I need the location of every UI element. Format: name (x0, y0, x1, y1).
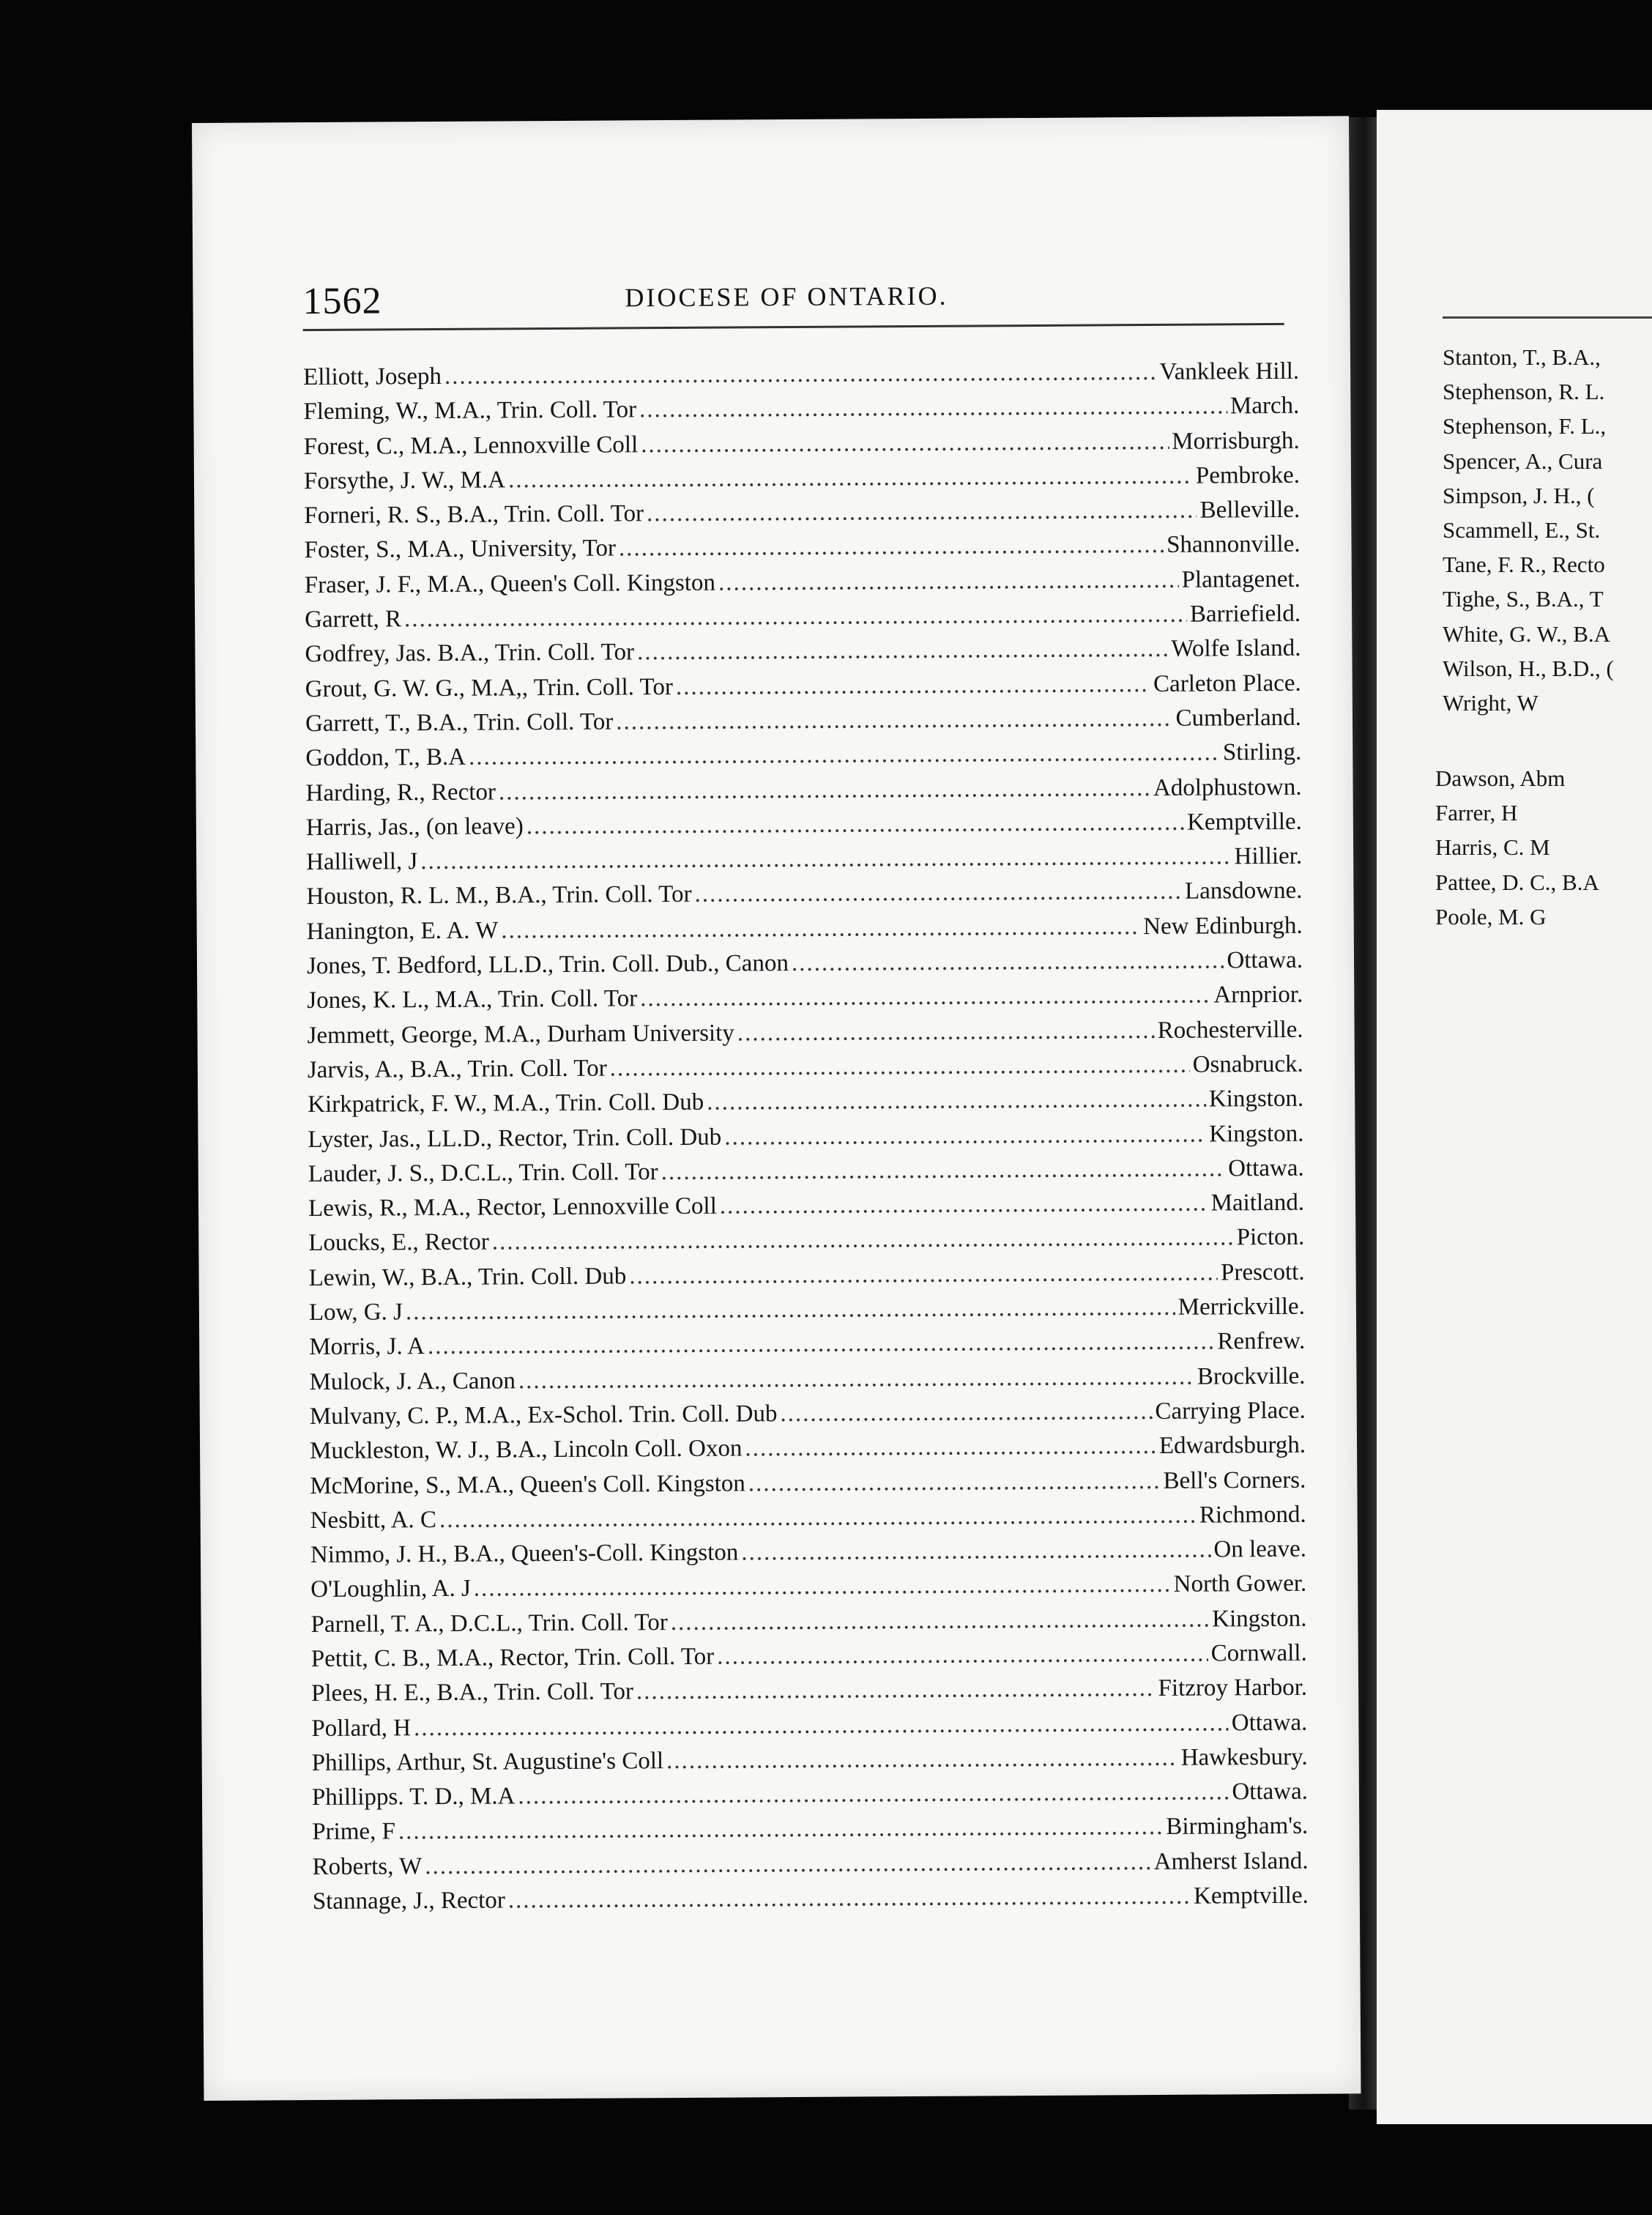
list-item (1435, 869, 1652, 904)
clergy-name: McMorine, S., M.A., Queen's Coll. Kingston (310, 1469, 745, 1499)
clergy-name: Fraser, J. F., M.A., Queen's Coll. Kingston (304, 569, 716, 598)
clergy-name: Muckleston, W. J., B.A., Lincoln Coll. Oxon (309, 1435, 743, 1465)
dot-leader (474, 1571, 1171, 1603)
facing-entry: White, G. W., B.A (1443, 620, 1611, 647)
parish-place: Edwardsburgh. (1158, 1431, 1306, 1460)
clergy-name: Forest, C., M.A., Lennoxville Coll (303, 431, 639, 460)
clergy-name: Harding, R., Rector (305, 779, 496, 806)
parish-place: Kingston. (1208, 1085, 1304, 1113)
list-item (1443, 344, 1652, 379)
parish-place: Barriefield. (1189, 600, 1301, 628)
clergy-name: O'Loughlin, A. J (310, 1576, 471, 1603)
page-number: 1562 (302, 280, 382, 323)
parish-place: Maitland. (1210, 1189, 1305, 1217)
parish-place: Hillier. (1234, 842, 1303, 870)
facing-list-bottom (1435, 765, 1652, 938)
dot-leader (647, 497, 1197, 528)
list-item (303, 358, 1299, 399)
parish-place: Ottawa. (1227, 946, 1303, 974)
dot-leader (748, 1467, 1161, 1496)
facing-entry: Stephenson, R. L. (1443, 379, 1605, 405)
clergy-name: Lauder, J. S., D.C.L., Trin. Coll. Tor (308, 1158, 658, 1187)
list-item (1443, 621, 1652, 656)
parish-place: Hawkesbury. (1180, 1743, 1308, 1771)
clergy-name: Lewis, R., M.A., Rector, Lennoxville Coll (308, 1192, 717, 1222)
dot-leader (492, 1225, 1234, 1256)
dot-leader (499, 775, 1150, 806)
list-item (308, 1051, 1303, 1092)
document-page (192, 116, 1361, 2101)
facing-entry: Wright, W (1443, 689, 1538, 716)
list-item (310, 1536, 1306, 1577)
facing-entry: Stephenson, F. L., (1443, 413, 1607, 439)
facing-entry: Harris, C. M (1435, 834, 1550, 861)
parish-place: Kemptville. (1187, 808, 1302, 836)
list-item (308, 1120, 1303, 1161)
running-title: DIOCESE OF ONTARIO. (625, 281, 948, 313)
clergy-name: Halliwell, J (306, 848, 418, 876)
dot-leader (404, 601, 1187, 634)
clergy-name: Garrett, R (305, 606, 402, 634)
clergy-name: Jarvis, A., B.A., Trin. Coll. Tor (307, 1055, 607, 1083)
dot-leader (518, 1363, 1194, 1395)
list-item (312, 1744, 1308, 1785)
list-item (308, 1086, 1303, 1127)
dot-leader (508, 1883, 1191, 1915)
facing-header-rule (1443, 316, 1652, 319)
list-item (1443, 656, 1652, 690)
dot-leader (616, 705, 1173, 736)
list-item (1443, 448, 1652, 483)
clergy-name: Nesbitt, A. C (310, 1506, 437, 1534)
dot-leader (501, 913, 1140, 944)
parish-place: Plantagenet. (1181, 565, 1301, 593)
parish-place: March. (1229, 393, 1300, 420)
list-item (310, 1466, 1306, 1507)
clergy-name: Jones, K. L., M.A., Trin. Coll. Tor (307, 985, 638, 1014)
parish-place: Belleville. (1199, 496, 1301, 524)
dot-leader (694, 878, 1182, 908)
list-item (310, 1398, 1306, 1439)
dot-leader (469, 740, 1220, 771)
dot-leader (406, 1294, 1175, 1326)
list-item (310, 1605, 1306, 1646)
dot-leader (518, 1779, 1229, 1811)
facing-entry: Dawson, Abm (1435, 765, 1566, 791)
list-item (311, 1640, 1307, 1681)
dot-leader (420, 844, 1231, 876)
clergy-name: Loucks, E., Rector (308, 1228, 489, 1257)
list-item (308, 1155, 1304, 1196)
clergy-name: Kirkpatrick, F. W., M.A., Trin. Coll. Dub (308, 1088, 704, 1118)
parish-place: Kingston. (1212, 1605, 1307, 1633)
parish-place: Merrickville. (1177, 1293, 1306, 1321)
clergy-name: Mulock, J. A., Canon (309, 1367, 516, 1395)
list-item (304, 427, 1300, 468)
list-item (305, 739, 1301, 780)
list-item (305, 669, 1301, 710)
dot-leader (707, 1086, 1206, 1116)
list-item (310, 1432, 1306, 1473)
parish-place: Carleton Place. (1153, 669, 1301, 697)
header-rule (303, 323, 1284, 331)
clergy-name: Nimmo, J. H., B.A., Queen's-Coll. Kingston (310, 1539, 739, 1569)
parish-place: On leave. (1213, 1535, 1307, 1563)
facing-entry: Simpson, J. H., ( (1443, 482, 1595, 508)
list-item (303, 393, 1299, 434)
dot-leader (641, 428, 1169, 458)
list-item (1435, 904, 1652, 938)
parish-place: Carrying Place. (1155, 1397, 1306, 1425)
clergy-name: Jones, T. Bedford, LL.D., Trin. Coll. Dub., Canon (306, 950, 789, 980)
list-item (311, 1709, 1307, 1750)
parish-place: Kingston. (1209, 1120, 1304, 1148)
list-item (1443, 483, 1652, 517)
dot-leader (676, 671, 1150, 701)
list-item (308, 1224, 1304, 1265)
dot-leader (741, 1537, 1210, 1567)
list-item (305, 705, 1301, 746)
list-item (1443, 517, 1652, 552)
dot-leader (398, 1814, 1164, 1845)
parish-place: Vankleek Hill. (1159, 357, 1300, 385)
list-item (307, 982, 1303, 1023)
clergy-name: Stannage, J., Rector (312, 1887, 505, 1915)
parish-place: Ottawa. (1228, 1154, 1304, 1182)
dot-leader (636, 1675, 1156, 1705)
list-item (312, 1847, 1308, 1888)
parish-place: Picton. (1236, 1224, 1305, 1251)
parish-place: Bell's Corners. (1163, 1466, 1306, 1494)
parish-place: Rochesterville. (1157, 1016, 1303, 1044)
dot-leader (717, 1641, 1208, 1671)
list-item (1443, 379, 1652, 413)
list-item (310, 1502, 1306, 1543)
dot-leader (619, 532, 1164, 563)
parish-place: Prescott. (1220, 1258, 1305, 1286)
page-header (302, 274, 1284, 324)
clergy-name: Houston, R. L. M., B.A., Trin. Coll. Tor (306, 881, 692, 910)
dot-leader (640, 982, 1210, 1013)
parish-place: Lansdowne. (1184, 878, 1303, 905)
dot-leader (439, 1502, 1197, 1533)
list-item (1443, 586, 1652, 620)
list-item (308, 1016, 1303, 1057)
list-item (1435, 834, 1652, 869)
parish-place: Adolphustown. (1153, 773, 1302, 801)
clergy-name: Foster, S., M.A., University, Tor (304, 535, 617, 564)
facing-entry: Poole, M. G (1435, 903, 1547, 930)
parish-place: Fitzroy Harbor. (1158, 1674, 1308, 1702)
list-item (310, 1570, 1306, 1611)
parish-place: Morrisburgh. (1172, 427, 1300, 455)
parish-place: Stirling. (1222, 739, 1302, 766)
facing-entry: Farrer, H (1435, 800, 1518, 826)
list-item (1443, 413, 1652, 448)
dot-leader (718, 567, 1179, 597)
clergy-name: Prime, F (312, 1818, 396, 1846)
parish-place: New Edinburgh. (1143, 912, 1303, 940)
facing-page (1377, 110, 1652, 2124)
list-item (311, 1674, 1307, 1715)
dot-leader (671, 1606, 1210, 1636)
parish-place: Shannonville. (1167, 531, 1301, 559)
facing-list-top (1443, 344, 1652, 724)
list-item (309, 1328, 1305, 1369)
clergy-name: Low, G. J (308, 1299, 403, 1327)
facing-entry: Scammell, E., St. (1443, 516, 1601, 543)
clergy-name: Pettit, C. B., M.A., Rector, Trin. Coll. Tor (310, 1643, 715, 1673)
facing-entry: Pattee, D. C., B.A (1435, 869, 1599, 895)
facing-entry: Tane, F. R., Recto (1443, 552, 1605, 578)
clergy-name: Lyster, Jas., LL.D., Rector, Trin. Coll. Dub (308, 1124, 722, 1153)
clergy-name: Pollard, H (311, 1714, 412, 1742)
dot-leader (737, 1017, 1155, 1047)
list-item (312, 1778, 1308, 1819)
list-item (307, 913, 1303, 954)
clergy-name: Forneri, R. S., B.A., Trin. Coll. Tor (304, 500, 644, 530)
list-item (305, 566, 1301, 607)
dot-leader (444, 359, 1157, 390)
list-item (305, 601, 1301, 642)
dot-leader (720, 1190, 1208, 1220)
dot-leader (508, 463, 1193, 494)
parish-place: Kemptville. (1193, 1882, 1309, 1910)
clergy-name: Garrett, T., B.A., Trin. Coll. Tor (305, 708, 614, 738)
clergy-name: Fleming, W., M.A., Trin. Coll. Tor (303, 396, 637, 426)
clergy-name: Parnell, T. A., D.C.L., Trin. Coll. Tor (310, 1609, 668, 1638)
clergy-name: Goddon, T., B.A (305, 743, 466, 772)
facing-entry: Tighe, S., B.A., T (1443, 586, 1604, 612)
parish-place: Renfrew. (1217, 1328, 1306, 1355)
list-item (1443, 690, 1652, 724)
parish-place: Cumberland. (1175, 704, 1302, 732)
dot-leader (414, 1710, 1229, 1742)
list-item (309, 1294, 1305, 1335)
parish-place: North Gower. (1173, 1570, 1307, 1598)
clergy-name: Hanington, E. A. W (306, 917, 499, 945)
parish-place: Amherst Island. (1153, 1847, 1309, 1875)
dot-leader (610, 1052, 1190, 1083)
list-item (307, 947, 1303, 988)
list-item (309, 1362, 1305, 1403)
list-item (305, 773, 1301, 815)
list-item (304, 531, 1300, 572)
clergy-name: Phillips, Arthur, St. Augustine's Coll (311, 1747, 664, 1776)
list-item (308, 1190, 1304, 1231)
clergy-name: Grout, G. W. G., M.A,, Trin. Coll. Tor (305, 673, 674, 702)
parish-place: Cornwall. (1210, 1639, 1307, 1667)
clergy-name: Godfrey, Jas. B.A., Trin. Coll. Tor (305, 639, 635, 668)
clergy-name: Lewin, W., B.A., Trin. Coll. Dub (308, 1263, 627, 1291)
parish-place: Brockville. (1197, 1362, 1306, 1390)
parish-place: Ottawa. (1232, 1778, 1309, 1806)
dot-leader (666, 1745, 1178, 1775)
parish-place: Birmingham's. (1166, 1813, 1309, 1841)
parish-place: Wolfe Island. (1171, 635, 1301, 663)
list-item (1435, 800, 1652, 834)
clergy-name: Roberts, W (312, 1852, 423, 1880)
parish-place: Ottawa. (1231, 1709, 1308, 1736)
dot-leader (792, 947, 1224, 977)
parish-place: Pembroke. (1195, 461, 1301, 489)
list-item (304, 462, 1300, 503)
dot-leader (639, 393, 1227, 424)
clergy-name: Mulvany, C. P., M.A., Ex-Schol. Trin. Coll. Dub (309, 1400, 778, 1430)
clergy-list (303, 358, 1309, 1923)
clergy-name: Plees, H. E., B.A., Trin. Coll. Tor (310, 1678, 634, 1707)
facing-entry: Spencer, A., Cura (1443, 448, 1603, 474)
dot-leader (629, 1259, 1218, 1290)
dot-leader (724, 1121, 1206, 1151)
list-item (1443, 552, 1652, 586)
parish-place: Osnabruck. (1192, 1050, 1303, 1078)
clergy-name: Harris, Jas., (on leave) (305, 813, 524, 841)
parish-place: Richmond. (1199, 1501, 1306, 1529)
list-item (305, 635, 1301, 676)
dot-leader (661, 1155, 1226, 1186)
clergy-name: Elliott, Joseph (303, 363, 442, 391)
dot-leader (428, 1329, 1215, 1361)
dot-leader (527, 809, 1185, 840)
list-item (306, 843, 1302, 884)
list-item (306, 878, 1302, 919)
facing-entry: Stanton, T., B.A., (1443, 344, 1601, 370)
dot-leader (425, 1849, 1151, 1880)
clergy-name: Jemmett, George, M.A., Durham University (307, 1020, 734, 1049)
clergy-name: Phillipps. T. D., M.A (311, 1783, 516, 1811)
list-item (312, 1813, 1308, 1854)
list-item (1435, 765, 1652, 800)
list-item (313, 1882, 1309, 1923)
list-item (309, 1258, 1305, 1299)
dot-leader (637, 636, 1169, 666)
clergy-name: Morris, J. A (309, 1333, 425, 1361)
dot-leader (780, 1398, 1152, 1428)
dot-leader (745, 1433, 1156, 1462)
facing-entry: Wilson, H., B.D., ( (1443, 655, 1614, 681)
clergy-name: Forsythe, J. W., M.A (303, 467, 506, 494)
list-item (304, 497, 1300, 538)
list-item (306, 809, 1302, 850)
parish-place: Arnprior. (1213, 982, 1303, 1009)
